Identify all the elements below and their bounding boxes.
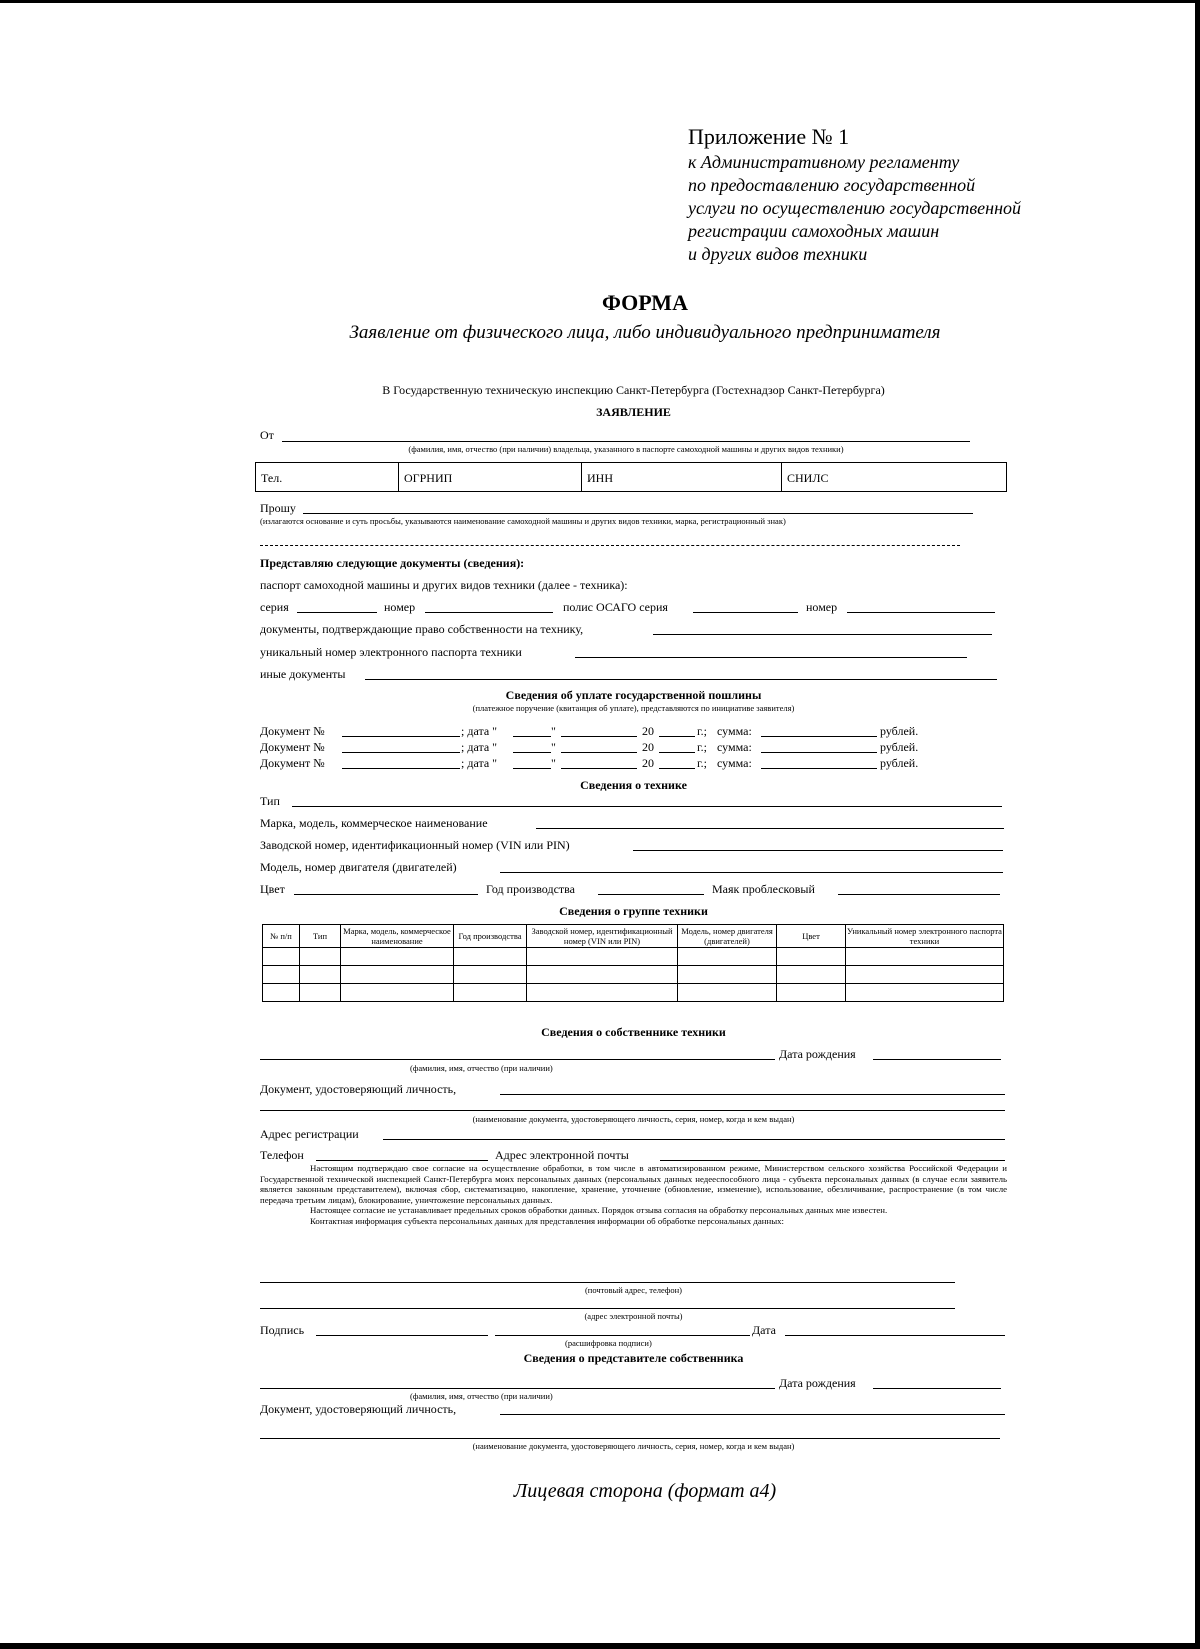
ownership-label: документы, подтверждающие право собственности на технику, (260, 622, 584, 636)
tech-type-field[interactable] (292, 806, 1002, 807)
postal-field[interactable] (260, 1282, 955, 1283)
fee-row-sum: сумма: (717, 756, 752, 770)
owner-phone-label: Телефон (260, 1148, 304, 1162)
fee-row-currency: рублей. (880, 756, 919, 770)
fee-row-day-field[interactable] (513, 768, 551, 769)
column-header: Модель, номер двигателя (двигателей) (678, 925, 777, 948)
from-label: От (260, 428, 274, 442)
owner-id-label: Документ, удостоверяющий личность, (260, 1082, 457, 1096)
owner-email-field[interactable] (660, 1160, 1005, 1161)
fee-row-sum: сумма: (717, 724, 752, 738)
osago-number-field[interactable] (847, 612, 995, 613)
email-contact-field[interactable] (260, 1308, 955, 1309)
column-header: Уникальный номер электронного паспорта техники (847, 926, 1002, 946)
email-hint: (адрес электронной почты) (584, 1311, 683, 1321)
inn-cell[interactable]: ИНН (582, 463, 782, 491)
fee-row-date: ; дата " (461, 740, 498, 754)
osago-series-field[interactable] (693, 612, 798, 613)
column-header: Марка, модель, коммерческое наименование (341, 925, 454, 948)
appendix-line: и других видов техники (688, 244, 868, 264)
consent-text (260, 1163, 1007, 1227)
number-field[interactable] (425, 612, 553, 613)
request-label: Прошу (260, 501, 296, 515)
decode-hint: (расшифровка подписи) (565, 1338, 652, 1348)
appendix-line: по предоставлению государственной (688, 175, 976, 195)
tech-beacon-field[interactable] (838, 894, 1000, 895)
epassport-label: уникальный номер электронного паспорта техники (260, 645, 522, 659)
number-label: номер (384, 600, 416, 614)
page-footer: Лицевая сторона (формат а4) (513, 1480, 777, 1502)
rep-id-field-2[interactable] (260, 1438, 1000, 1439)
signature-field[interactable] (316, 1335, 488, 1336)
other-docs-label: иные документы (260, 667, 346, 681)
group-table-header (263, 925, 1004, 948)
rep-id-hint: (наименование документа, удостоверяющего личность, серия, номер, когда и кем выдан) (472, 1441, 795, 1451)
sign-date-field[interactable] (785, 1335, 1005, 1336)
fee-row-currency: рублей. (880, 724, 919, 738)
documents-heading: Представляю следующие документы (сведения): (260, 556, 525, 570)
scan-border-right (1195, 0, 1200, 1649)
consent-paragraph: Контактная информация субъекта персональных данных для представления информации об обработке персональных данных: (310, 1215, 784, 1226)
fee-row-sum-field[interactable] (761, 736, 877, 737)
series-field[interactable] (297, 612, 377, 613)
osago-number-label: номер (806, 600, 838, 614)
epassport-field[interactable] (575, 657, 967, 658)
from-hint: (фамилия, имя, отчество (при наличии) владельца, указанного в паспорте самоходной машины и других видов техники) (408, 444, 844, 454)
table-row (263, 984, 1004, 1002)
appendix-line: регистрации самоходных машин (688, 221, 940, 241)
fee-row-sum: сумма: (717, 740, 752, 754)
owner-phone-field[interactable] (316, 1160, 488, 1161)
form-title: ФОРМА (602, 290, 688, 315)
table-row (263, 966, 1004, 984)
tech-heading: Сведения о технике (580, 778, 687, 792)
appendix-line: услуги по осуществлению государственной (688, 198, 1022, 218)
fee-row-doc: Документ № (260, 724, 325, 738)
fee-row-sum-field[interactable] (761, 752, 877, 753)
fee-row-month-field[interactable] (561, 736, 637, 737)
signature-label: Подпись (260, 1323, 305, 1337)
column-header: Тип (300, 925, 341, 948)
table-row (263, 948, 1004, 966)
fee-row-number-field[interactable] (342, 736, 460, 737)
column-header: № п/п (263, 925, 300, 948)
owner-id-field[interactable] (500, 1094, 1005, 1095)
fee-row-month-field[interactable] (561, 768, 637, 769)
tech-brand-label: Марка, модель, коммерческое наименование (260, 816, 488, 830)
request-hint: (излагаются основание и суть просьбы, указываются наименование самоходной машины и других видов техники, марка, регистрационный знак) (260, 516, 786, 526)
fee-row-quote: " (551, 724, 556, 738)
fee-row-quote: " (551, 756, 556, 770)
snils-cell[interactable]: СНИЛС (787, 471, 829, 485)
rep-id-field[interactable] (500, 1414, 1005, 1415)
fee-row-number-field[interactable] (342, 768, 460, 769)
owner-address-label: Адрес регистрации (260, 1127, 359, 1141)
fee-row-year-field[interactable] (659, 752, 695, 753)
other-docs-field[interactable] (365, 679, 997, 680)
owner-birth-field[interactable] (873, 1059, 1001, 1060)
tech-year-label: Год производства (486, 882, 575, 896)
tech-vin-label: Заводской номер, идентификационный номер (VIN или PIN) (260, 838, 570, 852)
fee-row-g: г.; (697, 724, 707, 738)
fee-row-number-field[interactable] (342, 752, 460, 753)
ownership-field[interactable] (653, 634, 992, 635)
group-table (262, 924, 1004, 1002)
sign-date-label: Дата (752, 1323, 776, 1337)
tech-color-field[interactable] (294, 894, 478, 895)
fee-row-quote: " (551, 740, 556, 754)
fee-row-day-field[interactable] (513, 736, 551, 737)
fee-row-year-field[interactable] (659, 736, 695, 737)
owner-id-field-2[interactable] (260, 1110, 1005, 1111)
rep-id-label: Документ, удостоверяющий личность, (260, 1402, 457, 1416)
rep-fio-field[interactable] (260, 1388, 775, 1389)
rep-heading: Сведения о представителе собственника (523, 1351, 744, 1365)
appendix-block (688, 123, 1108, 266)
fee-row-g: г.; (697, 756, 707, 770)
fee-row-year: 20 (642, 756, 654, 770)
scan-border-top (0, 0, 1200, 3)
consent-paragraph: Настоящее согласие не устанавливает предельных сроков обработки данных. Порядок отзыва согласия на обработку персональных данных мне известен. (310, 1205, 888, 1216)
owner-fio-field[interactable] (260, 1059, 775, 1060)
tech-engine-label: Модель, номер двигателя (двигателей) (260, 860, 457, 874)
fee-row-currency: рублей. (880, 740, 919, 754)
tech-engine-field[interactable] (500, 872, 1003, 873)
form-subtitle: Заявление от физического лица, либо индивидуального предпринимателя (349, 322, 941, 343)
consent-paragraph: Настоящим подтверждаю свое согласие на осуществление обработки, в том числе в автоматизированном режиме, Министерством сельского хозяйства Российской Федерации и Государственной технической инспекцией Санкт-Петербурга моих персональных данных (персональных данных недееспособного лица - субъекта персональных данных (в случае если заявитель является законным представителем), включая сбор, систематизацию, накопление, хранение, уточнение (обновление, изменение), использование, обезличивание, распространение (в том числе передача третьим лицам), блокирование, уничтожение персональных данных. (260, 1163, 1007, 1205)
signature-decode-field[interactable] (495, 1335, 750, 1336)
rep-fio-hint: (фамилия, имя, отчество (при наличии) (410, 1391, 553, 1401)
request-field[interactable] (303, 513, 973, 514)
tech-year-field[interactable] (598, 894, 704, 895)
column-header: Заводской номер, идентификационный номер (VIN или PIN) (527, 925, 678, 948)
fee-row-sum-field[interactable] (761, 768, 877, 769)
owner-address-field[interactable] (383, 1139, 1005, 1140)
owner-birth-label: Дата рождения (779, 1047, 856, 1061)
owner-id-hint: (наименование документа, удостоверяющего личность, серия, номер, когда и кем выдан) (472, 1114, 795, 1124)
tech-beacon-label: Маяк проблесковый (712, 882, 815, 896)
owner-fio-hint: (фамилия, имя, отчество (при наличии) (410, 1063, 553, 1073)
passport-label: паспорт самоходной машины и других видов техники (далее - техника): (260, 578, 628, 592)
series-label: серия (260, 600, 289, 614)
request-field-2[interactable] (260, 545, 960, 546)
tech-brand-field[interactable] (536, 828, 1004, 829)
owner-email-label: Адрес электронной почты (495, 1148, 629, 1162)
fee-row-date: ; дата " (461, 756, 498, 770)
column-header: Цвет (777, 925, 846, 948)
fee-hint: (платежное поручение (квитанция об уплате), представляются по инициативе заявителя) (472, 703, 795, 713)
fee-heading: Сведения об уплате государственной пошлины (505, 688, 762, 702)
tech-type-label: Тип (260, 794, 280, 808)
group-heading: Сведения о группе техники (559, 904, 708, 918)
fee-row-year: 20 (642, 724, 654, 738)
postal-hint: (почтовый адрес, телефон) (584, 1285, 683, 1295)
ogrnip-cell[interactable]: ОГРНИП (399, 463, 582, 491)
document-title: ЗАЯВЛЕНИЕ (596, 405, 671, 419)
from-field[interactable] (282, 441, 970, 442)
appendix-heading: Приложение № 1 (688, 124, 850, 149)
fee-row-date: ; дата " (461, 724, 498, 738)
addressee: В Государственную техническую инспекцию Санкт-Петербурга (Гостехнадзор Санкт-Петербурга) (382, 383, 885, 397)
appendix-line: к Административному регламенту (688, 152, 960, 172)
contacts-table (255, 462, 1007, 492)
phone-cell[interactable]: Тел. (256, 463, 399, 491)
rep-birth-label: Дата рождения (779, 1376, 856, 1390)
fee-row-year-field[interactable] (659, 768, 695, 769)
fee-row-doc: Документ № (260, 740, 325, 754)
scan-border-bottom (0, 1643, 1200, 1649)
fee-row-g: г.; (697, 740, 707, 754)
fee-row-month-field[interactable] (561, 752, 637, 753)
tech-vin-field[interactable] (633, 850, 1003, 851)
fee-row-year: 20 (642, 740, 654, 754)
owner-heading: Сведения о собственнике техники (541, 1025, 726, 1039)
column-header: Год производства (454, 925, 527, 948)
rep-birth-field[interactable] (873, 1388, 1001, 1389)
tech-color-label: Цвет (260, 882, 285, 896)
fee-row-day-field[interactable] (513, 752, 551, 753)
fee-row-doc: Документ № (260, 756, 325, 770)
osago-label: полис ОСАГО серия (563, 600, 668, 614)
